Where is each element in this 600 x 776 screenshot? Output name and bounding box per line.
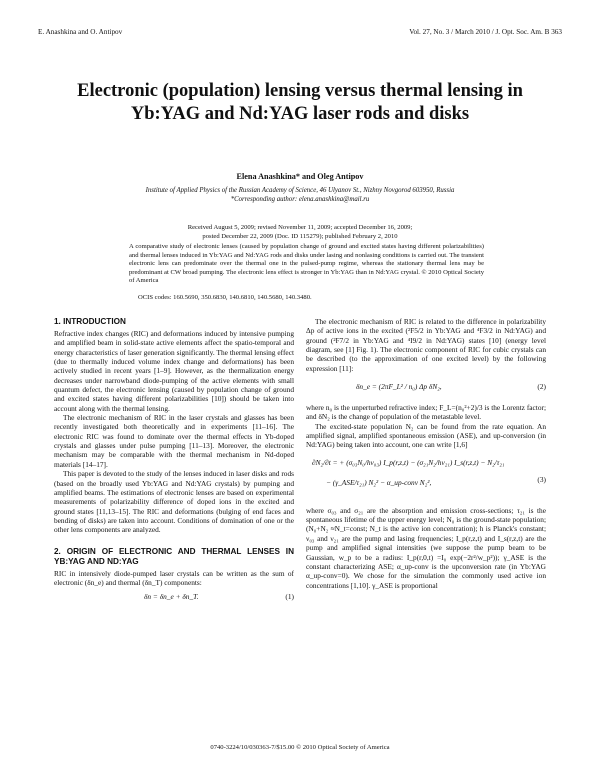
paragraph: Refractive index changes (RIC) and deformations induced by intensive pumping and amplified beam in solid-state active elements affect the spatio-temporal and energy characteristics of laser generation significantly. The thermal lensing effect (due to thermally induced volume index change and deformations) has been actively studied in recent years [1–9]. However, as the thermalization energy decreases under narrowband diode-pumping of the active elements with small quantum defect, the electronic lensing (caused by population change of ground and excited states having different polarizabilities [10]) should be taken into account along with the thermal lensing.: [54, 329, 294, 413]
left-column: [54, 317, 294, 611]
paper-title: Electronic (population) lensing versus thermal lensing in Yb:YAG and Nd:YAG laser rods and disks: [77, 81, 523, 124]
equation-number: (3): [537, 474, 546, 484]
section-1-title: 1. INTRODUCTION: [54, 317, 126, 326]
equation-number: (1): [285, 592, 294, 602]
paragraph: This paper is devoted to the study of the lenses induced in laser disks and rods (based on the broadly used Yb:YAG and Nd:YAG crystals) by pumping and amplified beams. The estimations of electronic lenses are based on experimental measurements of polarizability difference of doped ions in the excited and ground states [11,13–15]. The RIC and deformations (bulging of end faces and bending of disks) are taken into account. Conditions of domination of one or the other lens components are analyzed.: [54, 469, 294, 535]
equation-number: (2): [537, 382, 546, 392]
section-2-title: 2. ORIGIN OF ELECTRONIC AND THERMAL LENSES IN YB:YAG AND ND:YAG: [54, 546, 294, 566]
equation-body: δn = δn_e + δn_T.: [144, 592, 199, 602]
equation-body: [312, 457, 524, 489]
corresponding-author: *Corresponding author: elena.anashkina@mail.ru: [230, 196, 370, 203]
right-column: [306, 317, 546, 590]
header-journal-info: Vol. 27, No. 3 / March 2010 / J. Opt. Soc. Am. B 363: [409, 28, 562, 36]
equation-3: [306, 453, 546, 503]
header-authors: E. Anashkina and O. Antipov: [38, 28, 123, 36]
dates-line-1: Received August 5, 2009; revised November 11, 2009; accepted December 16, 2009;: [187, 224, 413, 231]
dates-block: [0, 223, 600, 241]
equation-body: δn_e = (2πF_L² / n₀) Δp δN₂,: [356, 382, 442, 392]
abstract: A comparative study of electronic lenses (caused by population change of ground and excited states having different polarizabilities) and thermal lenses induced in Yb:YAG and Nd:YAG rods and disks under lasing and nonlasing conditions is carried out. The transient electronic lens can predominate over the thermal one in the pulsed-pump regime, whereas the stationary thermal lens may be predominant at CW broad pumping. The electronic lens effect is stronger in Yb:YAG than in Nd:YAG crystal. © 2010 Optical Society of America: [129, 243, 484, 285]
paragraph: where σ₀₃ and σ₂₁ are the absorption and emission cross-sections; τ₂₁ is the spontaneous lifetime of the upper energy level; N₀ is the ground-state population; (N₀+N₂ ≈N_t=const; N_t is the active ion concentration); h is Planck's constant; ν₀₃ and ν₂₁ are the pump and lasing frequencies; I_p(r,z,t) and I_s(r,z,t) are the pump and amplified signal intensities (we suppose the pump beam to be Gaussian, w_p to be a radius: I_p(r,0,t) =I₀ exp(−2r²/w_p²)); γ_ASE is the constant characterizing ASE; α_up-conv is the upconversion rate (in Yb:YAG α_up-conv=0). We chose for the simulation the commonly used active ion concentrations [1,10]. γ_ASE is proportional: [306, 505, 546, 590]
paragraph: RIC in intensively diode-pumped laser crystals can be written as the sum of electronic (δn_e) and thermal (δn_T) components:: [54, 568, 294, 587]
equation-line-2: − (γ_ASE/τ₂₁) N₂² − α_up-conv N₂²,: [326, 477, 432, 487]
paragraph: The excited-state population N₂ can be found from the rate equation. An amplified signal, amplified spontaneous emission (ASE), and up-conversion (in Nd:YAG) being taken into account, one can write [1,6]: [306, 421, 546, 450]
equation-1: [54, 590, 294, 608]
page-footer: 0740-3224/10/030363-7/$15.00 © 2010 Optical Society of America: [210, 744, 390, 751]
affiliation-block: [0, 186, 600, 204]
paragraph: where n₀ is the unperturbed refractive index; F_L=(n₀²+2)/3 is the Lorentz factor; and δN₂ is the change of population of the metastable level.: [306, 403, 546, 422]
affiliation: Institute of Applied Physics of the Russian Academy of Science, 46 Ulyanov St., Nizhny Novgorod 603950, Russia: [145, 187, 455, 194]
dates-line-2: posted December 22, 2009 (Doc. ID 115279); published February 2, 2010: [202, 233, 398, 240]
equation-line-1: ∂N₂/∂t = + (σ₀₃N₀/hν₀₃) I_p(r,z,t) − (σ₂₁N₂/hν₂₁) I_s(r,z,t) − N₂/τ₂₁: [312, 457, 505, 467]
paragraph: The electronic mechanism of RIC in the laser crystals and glasses has been recently investigated both theoretically and in experiments [11–16]. The electronic RIC was found to dominate over the thermal effects in Yb-doped crystals and glasses under pulse pumping [11–13]. Moreover, the electronic mechanism may be comparable with the thermal mechanism in Nd-doped materials [14–17].: [54, 413, 294, 469]
paragraph: The electronic mechanism of RIC is related to the difference in polarizability Δp of active ions in the excited (²F5/2 in Yb:YAG and ⁴F3/2 in Nd:YAG) and ground (²F7/2 in Yb:YAG and ⁴I9/2 in Nd:YAG) states [10] (energy level diagram, see [1] Fig. 1). The electronic component of RIC for cubic crystals can be described (to the approximation of one excited level) by the following expression [11]:: [306, 317, 546, 373]
author-list: Elena Anashkina* and Oleg Antipov: [236, 172, 364, 181]
ocis-codes: OCIS codes: 160.5690, 350.6830, 140.6810, 140.5680, 140.3480.: [138, 294, 312, 301]
equation-2: [306, 376, 546, 400]
